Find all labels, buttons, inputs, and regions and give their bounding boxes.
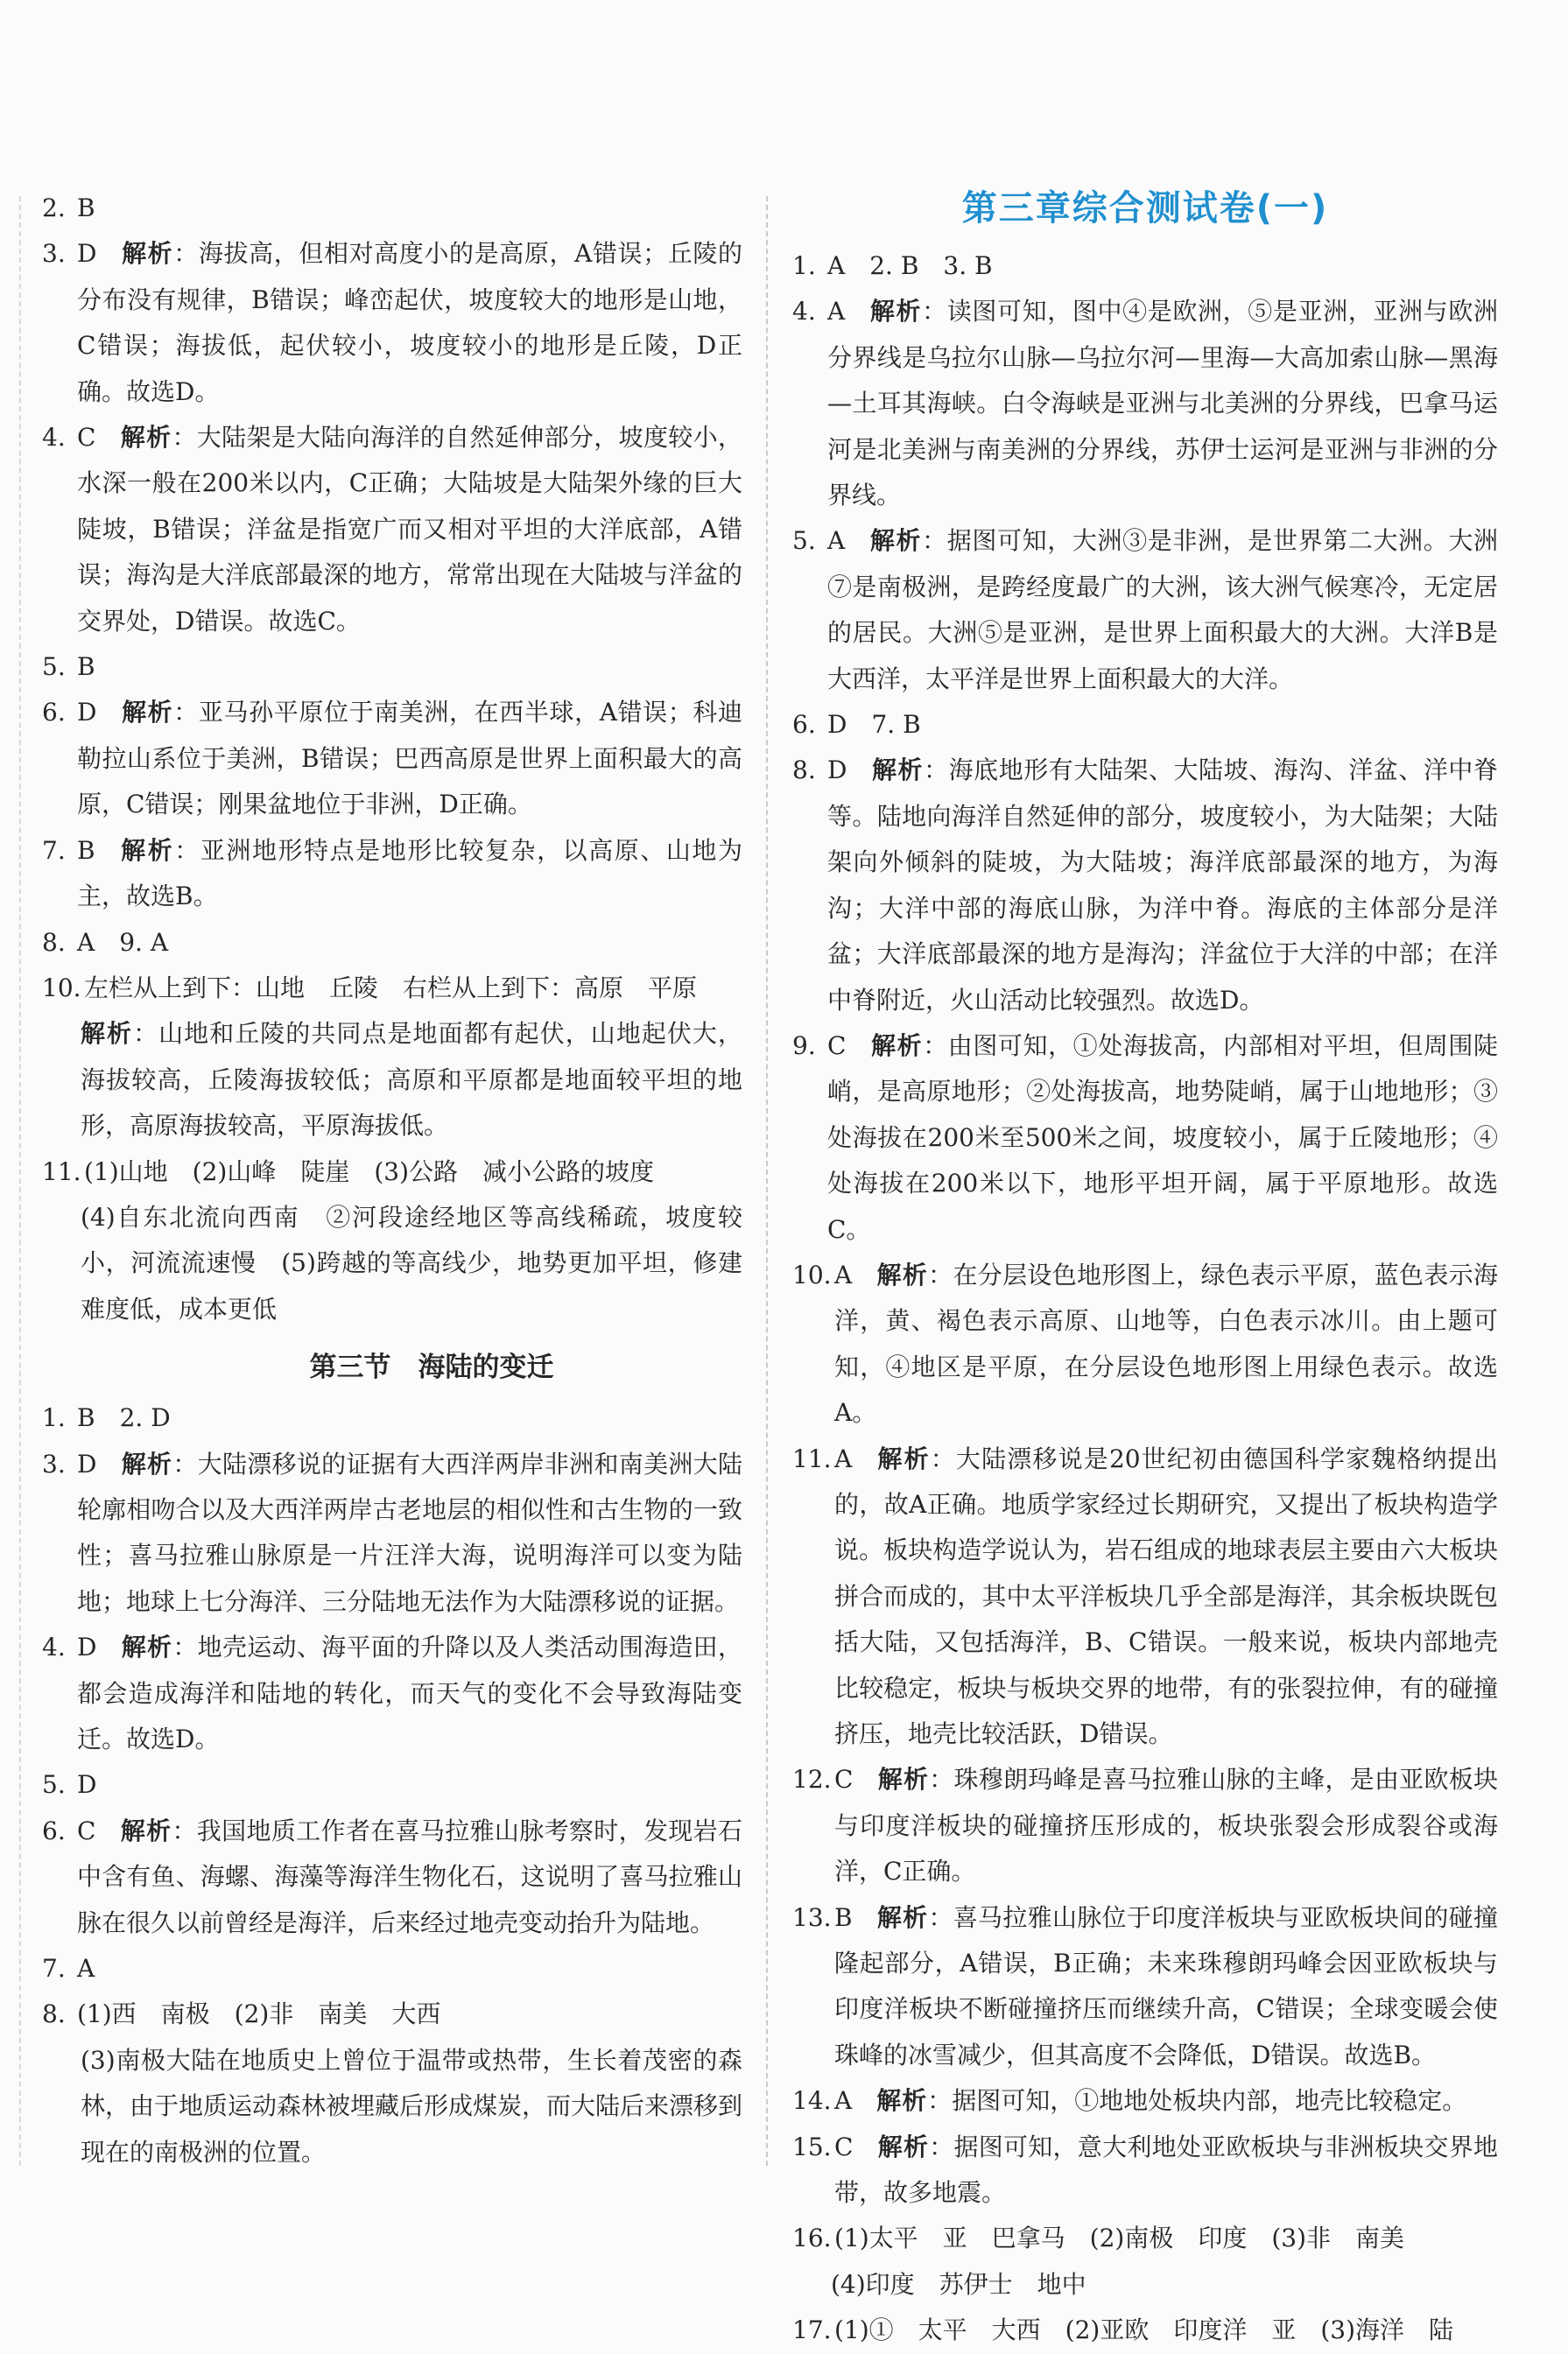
answer-6 xyxy=(42,690,742,827)
item-number: 10. xyxy=(792,1260,832,1289)
item-number: 14. xyxy=(792,2086,832,2116)
item-number: 2. xyxy=(42,193,66,222)
test-answer-14 xyxy=(792,2078,1498,2124)
test-answer-12 xyxy=(792,1757,1498,1894)
chapter-test-title: 第三章综合测试卷(一) xyxy=(961,188,1329,228)
answer-11 xyxy=(42,1149,742,1195)
analysis-text: ：据图可知，①地地处板块内部，地壳比较稳定。 xyxy=(927,2086,1467,2116)
section-answer-7 xyxy=(42,1946,742,1992)
section-answer-6 xyxy=(42,1809,742,1946)
test-answer-10 xyxy=(792,1253,1498,1437)
answer-5 xyxy=(42,644,742,690)
item-number: 4. xyxy=(792,297,816,327)
analysis-text: ：大陆漂移说是20世纪初由德国科学家魏格纳提出的，故A正确。地质学家经过长期研究，又提出了板块构造学说。板块构造学说认为，岩石组成的地球表层主要由六大板块拼合而成的，其中太平洋板块几乎全部是海洋，其余板块既包括大陆，又包括海洋，B、C错误。一般来说，板块内部地壳比较稳定，板块与板块交界的地带，有的张裂拉伸，有的碰撞挤压，地壳比较活跃，D错误。 xyxy=(834,1444,1498,1748)
analysis-text: ：大陆漂移说的证据有大西洋两岸非洲和南美洲大陆轮廓相吻合以及大西洋两岸古老地层的相似性和古生物的一致性；喜马拉雅山脉原是一片汪洋大海，说明海洋可以变为陆地；地球上七分海洋、三分陆地无法作为大陆漂移说的证据。 xyxy=(77,1449,742,1616)
test-answer-16 xyxy=(792,2216,1498,2261)
item-number: 13. xyxy=(792,1902,832,1932)
analysis-text: ：山地和丘陵的共同点是地面都有起伏，山地起伏大，海拔较高，丘陵海拔较低；高原和平原都是地面较平坦的地形，高原海拔较高，平原海拔低。 xyxy=(81,1019,742,1141)
answer-choice: B xyxy=(77,835,95,865)
answer-text: A xyxy=(77,1954,95,1984)
answer-2 xyxy=(42,186,742,231)
analysis-label: 解析 xyxy=(121,1449,173,1479)
analysis-text: ：亚洲地形特点是地形比较复杂，以高原、山地为主，故选B。 xyxy=(77,835,742,911)
analysis-label: 解析 xyxy=(121,1633,173,1662)
answer-choice: D xyxy=(77,1633,97,1662)
item-number: 7. xyxy=(42,835,66,865)
item-number: 4. xyxy=(42,1633,66,1662)
right-column xyxy=(792,243,1498,2354)
analysis-label: 解析 xyxy=(877,1765,930,1795)
item-number: 15. xyxy=(792,2132,832,2161)
item-number: 9. xyxy=(792,1030,816,1060)
section-answer-4 xyxy=(42,1625,742,1762)
answer-text: (1)西 南极 (2)非 南美 大西 xyxy=(77,1999,441,2029)
analysis-label: 解析 xyxy=(876,2086,928,2116)
analysis-label: 解析 xyxy=(120,1816,172,1845)
analysis-text: ：由图可知，①处海拔高，内部相对平坦，但周围陡峭，是高原地形；②处海拔高，地势陡峭，属于山地地形；③处海拔在200米至500米之间，坡度较小，属于丘陵地形；④处海拔在200米以下，地形平坦开阔，属于平原地形。故选C。 xyxy=(827,1030,1498,1244)
item-number: 1. xyxy=(792,251,816,280)
test-answer-13 xyxy=(792,1895,1498,2079)
analysis-text: ：我国地质工作者在喜马拉雅山脉考察时，发现岩石中含有鱼、海螺、海藻等海洋生物化石，这说明了喜马拉雅山脉在很久以前曾经是海洋，后来经过地壳变动抬升为陆地。 xyxy=(77,1816,742,1937)
test-answer-11 xyxy=(792,1437,1498,1758)
answer-10-analysis xyxy=(42,1011,742,1149)
answer-7 xyxy=(42,828,742,920)
item-number: 6. xyxy=(42,698,66,727)
section-title: 第三节 海陆的变迁 xyxy=(309,1352,554,1384)
answer-choice: D xyxy=(77,239,97,269)
answer-text: 左栏从上到下：山地 丘陵 右栏从上到下：高原 平原 xyxy=(84,973,698,1002)
answer-text: (1)① 太平 大西 (2)亚欧 印度洋 亚 (3)海洋 陆 xyxy=(834,2315,1453,2345)
answer-choice: C xyxy=(834,1765,854,1795)
analysis-label: 解析 xyxy=(121,239,174,269)
test-answer-4 xyxy=(792,289,1498,518)
item-number: 11. xyxy=(792,1444,832,1473)
test-answer-17 xyxy=(792,2308,1498,2353)
answer-choice: C xyxy=(77,1816,96,1845)
item-number: 7. xyxy=(42,1954,66,1984)
item-number: 5. xyxy=(42,1770,66,1800)
answer-text: D xyxy=(77,1770,97,1800)
column-divider xyxy=(766,196,768,2166)
item-number: 8. xyxy=(42,927,66,957)
item-number: 4. xyxy=(42,423,66,453)
answer-choice: C xyxy=(834,2132,854,2161)
analysis-label: 解析 xyxy=(876,1444,931,1473)
section-answer-3 xyxy=(42,1442,742,1626)
analysis-label: 解析 xyxy=(81,1019,134,1049)
analysis-text: ：地壳运动、海平面的升降以及人类活动围海造田，都会造成海洋和陆地的转化，而天气的变化不会导致海陆变迁。故选D。 xyxy=(77,1633,742,1753)
test-answer-9 xyxy=(792,1023,1498,1253)
section-answer-1-2 xyxy=(42,1395,742,1441)
answer-choice: A xyxy=(834,2086,853,2116)
analysis-text: ：读图可知，图中④是欧洲，⑤是亚洲，亚洲与欧洲分界线是乌拉尔山脉—乌拉尔河—里海—大高加索山脉—黑海—土耳其海峡。白令海峡是亚洲与北美洲的分界线，巴拿马运河是北美洲与南美洲的分界线，苏伊士运河是亚洲与非洲的分界线。 xyxy=(827,297,1498,510)
answer-text: B xyxy=(77,193,95,222)
analysis-label: 解析 xyxy=(869,297,923,327)
analysis-label: 解析 xyxy=(876,1260,929,1289)
item-number: 17. xyxy=(792,2315,832,2345)
analysis-label: 解析 xyxy=(871,755,925,785)
test-answer-5 xyxy=(792,518,1498,702)
section-answer-5 xyxy=(42,1762,742,1808)
item-number: 6. xyxy=(792,710,816,740)
item-number: 10. xyxy=(42,973,81,1002)
answer-choice: A xyxy=(827,297,846,327)
answer-text: D 7. B xyxy=(827,710,921,740)
analysis-text: ：在分层设色地形图上，绿色表示平原，蓝色表示海洋，黄、褐色表示高原、山地等，白色表示冰川。由上题可知，④地区是平原，在分层设色地形图上用绿色表示。故选A。 xyxy=(834,1260,1498,1428)
answer-choice: C xyxy=(77,423,96,453)
item-number: 8. xyxy=(792,755,816,785)
analysis-text: ：据图可知，大洲③是非洲，是世界第二大洲。大洲⑦是南极洲，是跨经度最广的大洲，该大洲气候寒冷，无定居的居民。大洲⑤是亚洲，是世界上面积最大的大洲。大洋B是大西洋，太平洋是世界上面积最大的大洋。 xyxy=(827,526,1498,693)
test-answer-8 xyxy=(792,748,1498,1022)
analysis-label: 解析 xyxy=(869,526,923,556)
answer-choice: A xyxy=(834,1260,853,1289)
analysis-label: 解析 xyxy=(120,423,172,453)
answer-choice: B xyxy=(834,1902,853,1932)
analysis-text: ：喜马拉雅山脉位于印度洋板块与亚欧板块间的碰撞隆起部分，A错误，B正确；未来珠穆朗玛峰会因亚欧板块与印度洋板块不断碰撞挤压而继续升高，C错误；全球变暖会使珠峰的冰雪减少，但其高度不会降低，D错误。故选B。 xyxy=(834,1902,1498,2069)
answer-choice: D xyxy=(77,698,97,727)
answer-choice: D xyxy=(77,1449,97,1479)
test-answer-1-3 xyxy=(792,243,1498,289)
analysis-label: 解析 xyxy=(121,698,174,727)
answer-text: A 9. A xyxy=(77,927,169,957)
analysis-label: 解析 xyxy=(119,835,175,865)
test-answer-6-7 xyxy=(792,702,1498,748)
item-number: 11. xyxy=(42,1156,81,1186)
analysis-text: ：珠穆朗玛峰是喜马拉雅山脉的主峰，是由亚欧板块与印度洋板块的碰撞挤压形成的，板块张裂会形成裂谷或海洋，C正确。 xyxy=(834,1765,1498,1887)
answer-text: B xyxy=(77,652,95,682)
answer-8-9 xyxy=(42,920,742,966)
item-number: 3. xyxy=(42,1449,66,1479)
item-number: 8. xyxy=(42,1999,66,2029)
analysis-label: 解析 xyxy=(877,2132,930,2161)
analysis-text: ：亚马孙平原位于南美洲，在西半球，A错误；科迪勒拉山系位于美洲，B错误；巴西高原是世界上面积最大的高原，C错误；刚果盆地位于非洲，D正确。 xyxy=(77,698,742,819)
item-number: 6. xyxy=(42,1816,66,1845)
item-number: 12. xyxy=(792,1765,832,1795)
item-number: 5. xyxy=(792,526,816,556)
answer-11-continued: (4)自东北流向西南 ②河段途经地区等高线稀疏，坡度较小，河流流速慢 (5)跨越的等高线少，地势更加平坦，修建难度低，成本更低 xyxy=(81,1202,742,1324)
analysis-label: 解析 xyxy=(876,1902,929,1932)
item-number: 1. xyxy=(42,1403,66,1433)
analysis-text: ：据图可知，意大利地处亚欧板块与非洲板块交界地带，故多地震。 xyxy=(834,2132,1498,2208)
answer-3 xyxy=(42,231,742,415)
left-margin-rule xyxy=(19,196,21,2166)
analysis-label: 解析 xyxy=(870,1030,924,1060)
item-number: 5. xyxy=(42,652,66,682)
answer-choice: A xyxy=(827,526,846,556)
answer-choice: A xyxy=(834,1444,853,1473)
test-answer-16-continued: (4)印度 苏伊士 地中 xyxy=(831,2269,1086,2299)
analysis-text: ：大陆架是大陆向海洋的自然延伸部分，坡度较小，水深一般在200米以内，C正确；大陆坡是大陆架外缘的巨大陡坡，B错误；洋盆是指宽广而又相对平坦的大洋底部，A错误；海沟是大洋底部最深的地方，常常出现在大陆坡与洋盆的交界处，D错误。故选C。 xyxy=(77,423,742,636)
answer-text: B 2. D xyxy=(77,1403,171,1433)
analysis-text: ：海底地形有大陆架、大陆坡、海沟、洋盆、洋中脊等。陆地向海洋自然延伸的部分，坡度较小，为大陆架；大陆架向外倾斜的陡坡，为大陆坡；海洋底部最深的地方，为海沟；大洋中部的海底山脉，为洋中脊。海底的主体部分是洋盆；大洋底部最深的地方是海沟；洋盆位于大洋的中部；在洋中脊附近，火山活动比较强烈。故选D。 xyxy=(827,755,1498,1015)
section-answer-8 xyxy=(42,1992,742,2037)
answer-choice: D xyxy=(827,755,847,785)
answer-4 xyxy=(42,415,742,644)
answer-text: (1)山地 (2)山峰 陡崖 (3)公路 减小公路的坡度 xyxy=(84,1156,654,1186)
answer-text: (1)太平 亚 巴拿马 (2)南极 印度 (3)非 南美 xyxy=(834,2224,1404,2253)
item-number: 3. xyxy=(42,239,66,269)
test-answer-15 xyxy=(792,2125,1498,2217)
answer-choice: C xyxy=(827,1030,847,1060)
answer-10 xyxy=(42,966,742,1011)
answer-text: A 2. B 3. B xyxy=(827,251,993,280)
section-answer-8-continued: (3)南极大陆在地质史上曾位于温带或热带，生长着茂密的森林，由于地质运动森林被埋藏后形成煤炭，而大陆后来漂移到现在的南极洲的位置。 xyxy=(81,2045,743,2167)
analysis-text: ：海拔高，但相对高度小的是高原，A错误；丘陵的分布没有规律，B错误；峰峦起伏，坡度较大的地形是山地，C错误；海拔低，起伏较小，坡度较小的地形是丘陵，D正确。故选D。 xyxy=(77,239,742,406)
item-number: 16. xyxy=(792,2224,832,2253)
left-column xyxy=(42,186,742,2175)
